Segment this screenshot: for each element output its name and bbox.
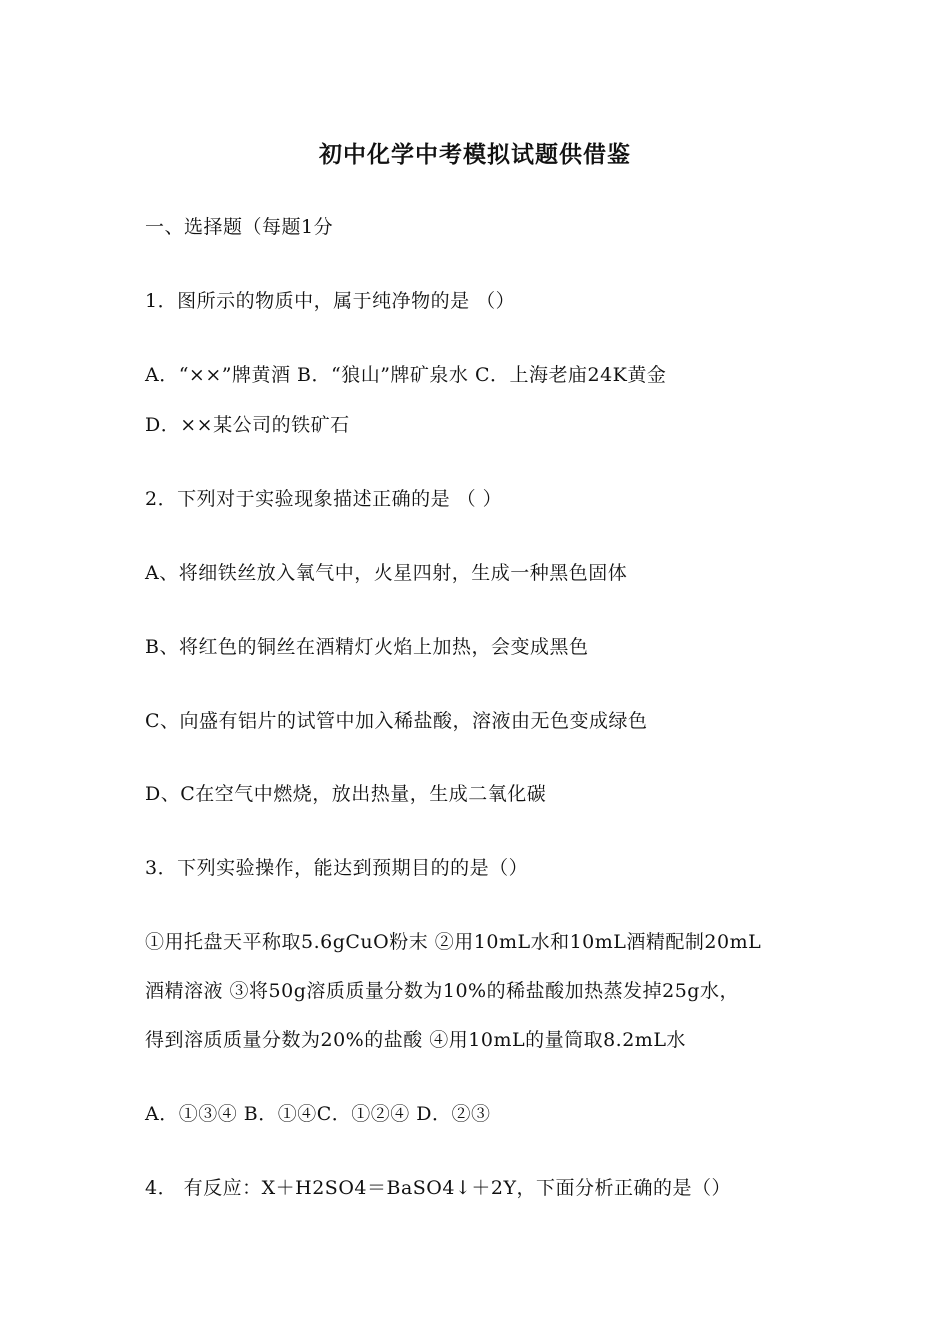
question-2-option-a: A、将细铁丝放入氧气中，火星四射，生成一种黑色固体 <box>145 562 628 584</box>
question-1-stem: 1．图所示的物质中，属于纯净物的是 （） <box>145 290 516 312</box>
question-3-stem: 3．下列实验操作，能达到预期目的的是（） <box>145 857 529 879</box>
question-2-option-d: D、C在空气中燃烧，放出热量，生成二氧化碳 <box>145 783 547 805</box>
question-2-stem: 2．下列对于实验现象描述正确的是 （ ） <box>145 488 503 510</box>
question-4-stem: 4． 有反应：X＋H2SO4＝BaSO4↓＋2Y，下面分析正确的是（） <box>145 1177 732 1199</box>
question-1-option-d: D．××某公司的铁矿石 <box>145 414 350 436</box>
question-1-options: A．“××”牌黄酒 B．“狼山”牌矿泉水 C．上海老庙24K黄金 <box>145 364 667 386</box>
question-2-option-c: C、向盛有铝片的试管中加入稀盐酸，溶液由无色变成绿色 <box>145 710 648 732</box>
question-3-body-line: 得到溶质质量分数为20%的盐酸 ④用10mL的量筒取8.2mL水 <box>145 1029 686 1051</box>
question-3-body-line: ①用托盘天平称取5.6gCuO粉末 ②用10mL水和10mL酒精配制20mL <box>145 931 762 953</box>
question-3-body-line: 酒精溶液 ③将50g溶质质量分数为10%的稀盐酸加热蒸发掉25g水， <box>145 980 739 1002</box>
section-heading: 一、选择题（每题1分 <box>145 216 334 238</box>
question-3-options: A．①③④ B．①④C．①②④ D．②③ <box>145 1103 491 1125</box>
document-title: 初中化学中考模拟试题供借鉴 <box>319 141 631 168</box>
question-2-option-b: B、将红色的铜丝在酒精灯火焰上加热，会变成黑色 <box>145 636 589 658</box>
